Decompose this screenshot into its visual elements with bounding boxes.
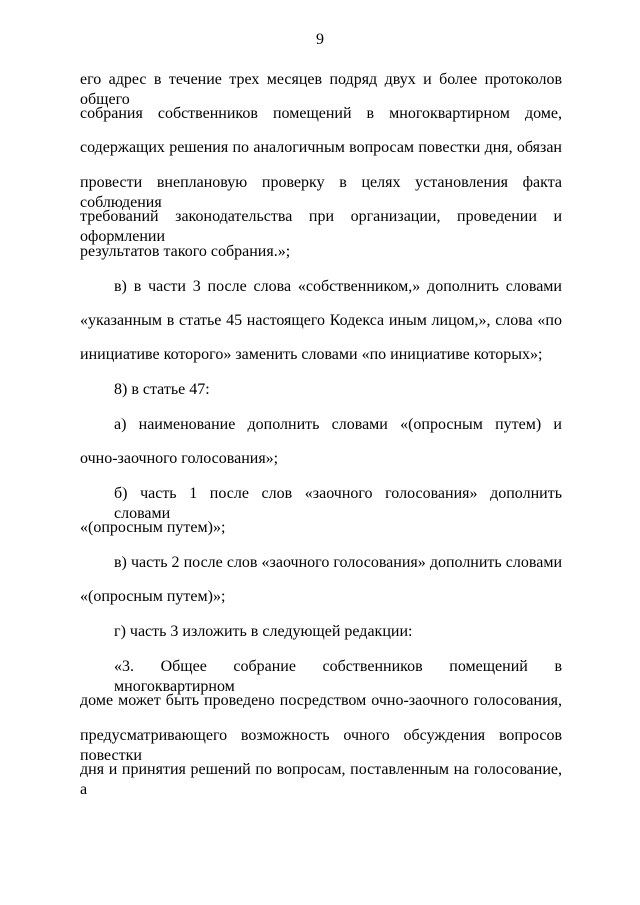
text-line: очно-заочного голосования»; xyxy=(80,450,279,467)
text-line: а) наименование дополнить словами «(опросным путем) и xyxy=(114,416,562,433)
text-line: провести внеплановую проверку в целях установления факта соблюдения xyxy=(80,174,562,211)
text-line: дня и принятия решений по вопросам, поставленным на голосование, а xyxy=(80,761,562,798)
text-line: «указанным в статье 45 настоящего Кодекса иным лицом,», слова «по xyxy=(80,312,562,329)
text-line: б) часть 1 после слов «заочного голосования» дополнить словами xyxy=(114,485,562,522)
text-line: в) в части 3 после слова «собственником,» дополнить словами xyxy=(114,278,562,295)
text-line: «(опросным путем)»; xyxy=(80,588,226,605)
text-line: предусматривающего возможность очного обсуждения вопросов повестки xyxy=(80,727,562,764)
text-line: требований законодательства при организации, проведении и оформлении xyxy=(80,208,562,245)
text-line: 8) в статье 47: xyxy=(114,381,210,398)
text-line: результатов такого собрания.»; xyxy=(80,243,291,260)
text-line: инициативе которого» заменить словами «по инициативе которых»; xyxy=(80,346,543,363)
text-line: содержащих решения по аналогичным вопросам повестки дня, обязан xyxy=(80,139,562,156)
text-line: его адрес в течение трех месяцев подряд двух и более протоколов общего xyxy=(80,71,562,108)
text-line: г) часть 3 изложить в следующей редакции: xyxy=(114,623,413,640)
text-line: доме может быть проведено посредством очно-заочного голосования, xyxy=(80,692,562,709)
page-number: 9 xyxy=(316,31,324,48)
text-line: «3. Общее собрание собственников помещений в многоквартирном xyxy=(114,658,562,695)
text-line: собрания собственников помещений в многоквартирном доме, xyxy=(80,105,562,122)
text-line: в) часть 2 после слов «заочного голосования» дополнить словами xyxy=(114,554,562,571)
text-line: «(опросным путем)»; xyxy=(80,519,226,536)
